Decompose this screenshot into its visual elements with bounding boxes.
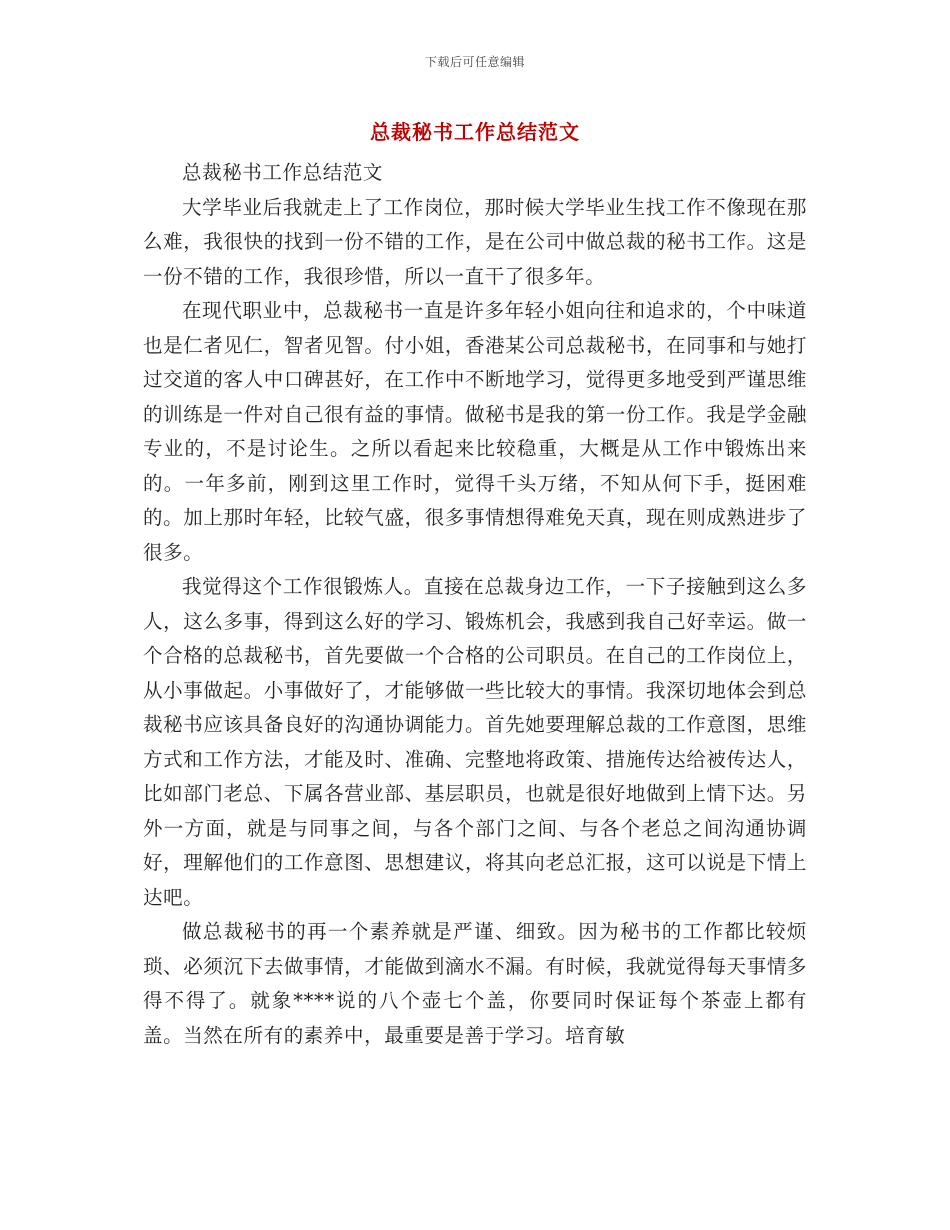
header-note: 下载后可任意编辑 [424,55,525,69]
paragraph: 我觉得这个工作很锻炼人。直接在总裁身边工作，一下子接触到这么多人，这么多事，得到这么好的学习、锻炼机会，我感到我自己好幸运。做一个合格的总裁秘书，首先要做一个合格的公司职员。在自己的工作岗位上，从小事做起。小事做好了，才能够做一些比较大的事情。我深切地体会到总裁秘书应该具备良好的沟通协调能力。首先她要理解总裁的工作意图，思维方式和工作方法，才能及时、准确、完整地将政策、措施传达给被传达人，比如部门老总、下属各营业部、基层职员，也就是很好地做到上情下达。另外一方面，就是与同事之间，与各个部门之间、与各个老总之间沟通协调好，理解他们的工作意图、思想建议，将其向老总汇报，这可以说是下情上达吧。 [143,575,807,909]
document-title: 总裁秘书工作总结范文 [370,120,580,144]
paragraph: 在现代职业中，总裁秘书一直是许多年轻小姐向往和追求的，个中味道也是仁者见仁，智者见智。付小姐，香港某公司总裁秘书，在同事和与她打过交道的客人中口碑甚好，在工作中不断地学习，觉得更多地受到严谨思维的训练是一件对自己很有益的事情。做秘书是我的第一份工作。我是学金融专业的，不是讨论生。之所以看起来比较稳重，大概是从工作中锻炼出来的。一年多前，刚到这里工作时，觉得千头万绪，不知从何下手，挺困难的。加上那时年轻，比较气盛，很多事情想得难免天真，现在则成熟进步了很多。 [143,299,807,564]
document-body [143,156,807,1053]
paragraph-subtitle: 总裁秘书工作总结范文 [182,161,384,184]
paragraph: 大学毕业后我就走上了工作岗位，那时候大学毕业生找工作不像现在那么难，我很快的找到一份不错的工作，是在公司中做总裁的秘书工作。这是一份不错的工作，我很珍惜，所以一直干了很多年。 [143,195,807,288]
paragraph: 做总裁秘书的再一个素养就是严谨、细致。因为秘书的工作都比较烦琐、必须沉下去做事情，才能做到滴水不漏。有时候，我就觉得每天事情多得不得了。就象****说的八个壶七个盖，你要同时保证每个茶壶上都有盖。当然在所有的素养中，最重要是善于学习。培育敏 [143,920,807,1047]
